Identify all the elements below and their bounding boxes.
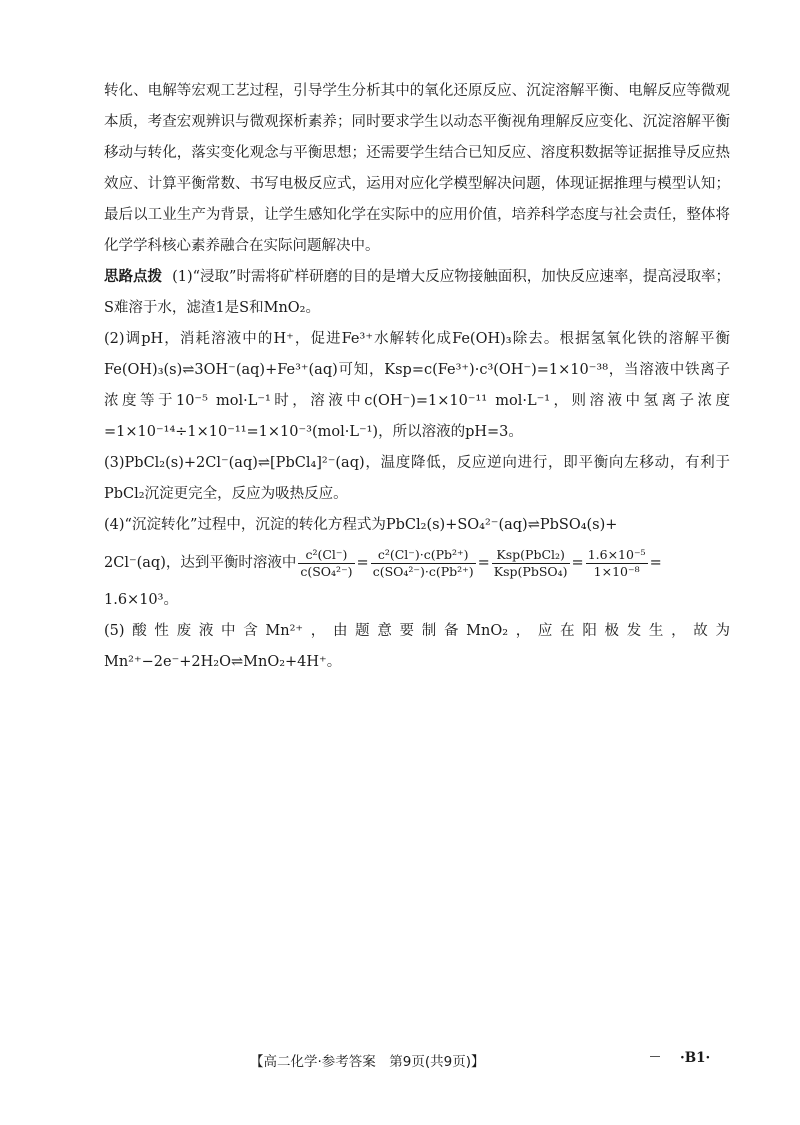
q4-line2: 2Cl⁻(aq)，达到平衡时溶液中 [104, 555, 297, 571]
footer-dash [650, 1056, 660, 1057]
q1-text: (1)“浸取”时需将矿样研磨的目的是增大反应物接触面积，加快反应速率，提高浸取率；S难溶于水，滤渣1是S和MnO₂。 [104, 269, 730, 316]
hint-q1 [104, 262, 730, 324]
q4-line1: (4)“沉淀转化”过程中，沉淀的转化方程式为PbCl₂(s)+SO₄²⁻(aq)⇌PbSO₄(s)+ [104, 517, 618, 533]
fraction-2 [371, 547, 476, 580]
q4-result: 1.6×10³。 [104, 592, 178, 608]
q5-text: (5)酸性废液中含Mn²⁺，由题意要制备MnO₂，应在阳极发生，故为Mn²⁺−2e⁻+2H₂O⇌MnO₂+4H⁺。 [104, 623, 730, 670]
fraction-2-num: c²(Cl⁻)·c(Pb²⁺) [371, 547, 476, 564]
fraction-1 [298, 547, 354, 580]
fraction-3-den: Ksp(PbSO₄) [493, 563, 568, 579]
page-footer: 【高二化学·参考答案 第9页(共9页)】 [250, 1054, 485, 1070]
fraction-4-num: 1.6×10⁻⁵ [587, 546, 646, 562]
fraction-4-den: 1×10⁻⁸ [593, 563, 640, 579]
fraction-3-num: Ksp(PbCl₂) [492, 547, 570, 564]
q3-text: (3)PbCl₂(s)+2Cl⁻(aq)⇌[PbCl₄]²⁻(aq)，温度降低，反应逆向进行，即平衡向左移动，有利于PbCl₂沉淀更完全，反应为吸热反应。 [104, 455, 730, 502]
fraction-4 [586, 547, 648, 580]
q2-text: (2)调pH，消耗溶液中的H⁺，促进Fe³⁺水解转化成Fe(OH)₃除去。根据氢氧化铁的溶解平衡Fe(OH)₃(s)⇌3OH⁻(aq)+Fe³⁺(aq)可知，Ksp=c(Fe³⁺)·c³(OH⁻)=1×10⁻³⁸，当溶液中铁离子浓度等于10⁻⁵ mol·L⁻¹时，溶液中c(OH⁻)=1×10⁻¹¹ mol·L⁻¹，则溶液中氢离子浓度=1×10⁻¹⁴÷1×10⁻¹¹=1×10⁻³(mol·L⁻¹)，所以溶液的pH=3。 [104, 331, 730, 440]
q4-equation: 2Cl⁻(aq)，达到平衡时溶液中 $\frac{\text{c²(Cl⁻)}}{\text{c(SO₄²⁻)}}$ = $\frac{\text{c²(Cl⁻)·c(Pb²⁺)}}{\text{c(SO₄²⁻)·c(Pb²⁺)}}$ = $\frac{\text{Ksp(PbCl₂)}}{\text{Ksp(PbSO₄)}}$ = $\frac{\text{1.6×10⁻⁵}}{\text{1×10⁻⁸}}$ = [104, 546, 662, 579]
fraction-1-num: c²(Cl⁻) [298, 547, 354, 564]
fraction-3 [492, 547, 570, 580]
hint-label: 思路点拨 [104, 269, 163, 285]
page-code: ·B1· [680, 1050, 711, 1066]
fraction-2-den: c(SO₄²⁻)·c(Pb²⁺) [372, 563, 474, 579]
fraction-1-den: c(SO₄²⁻) [300, 563, 353, 579]
intro-paragraph: 转化、电解等宏观工艺过程，引导学生分析其中的氧化还原反应、沉淀溶解平衡、电解反应等微观本质，考查宏观辨识与微观探析素养；同时要求学生以动态平衡视角理解反应变化、沉淀溶解平衡移动与转化，落实变化观念与平衡思想；还需要学生结合已知反应、溶度积数据等证据推导反应热效应、计算平衡常数、书写电极反应式，运用对应化学模型解决问题，体现证据推理与模型认知；最后以工业生产为背景，让学生感知化学在实际中的应用价值，培养科学态度与社会责任，整体将化学学科核心素养融合在实际问题解决中。 [104, 83, 730, 254]
answer-page [104, 76, 730, 678]
